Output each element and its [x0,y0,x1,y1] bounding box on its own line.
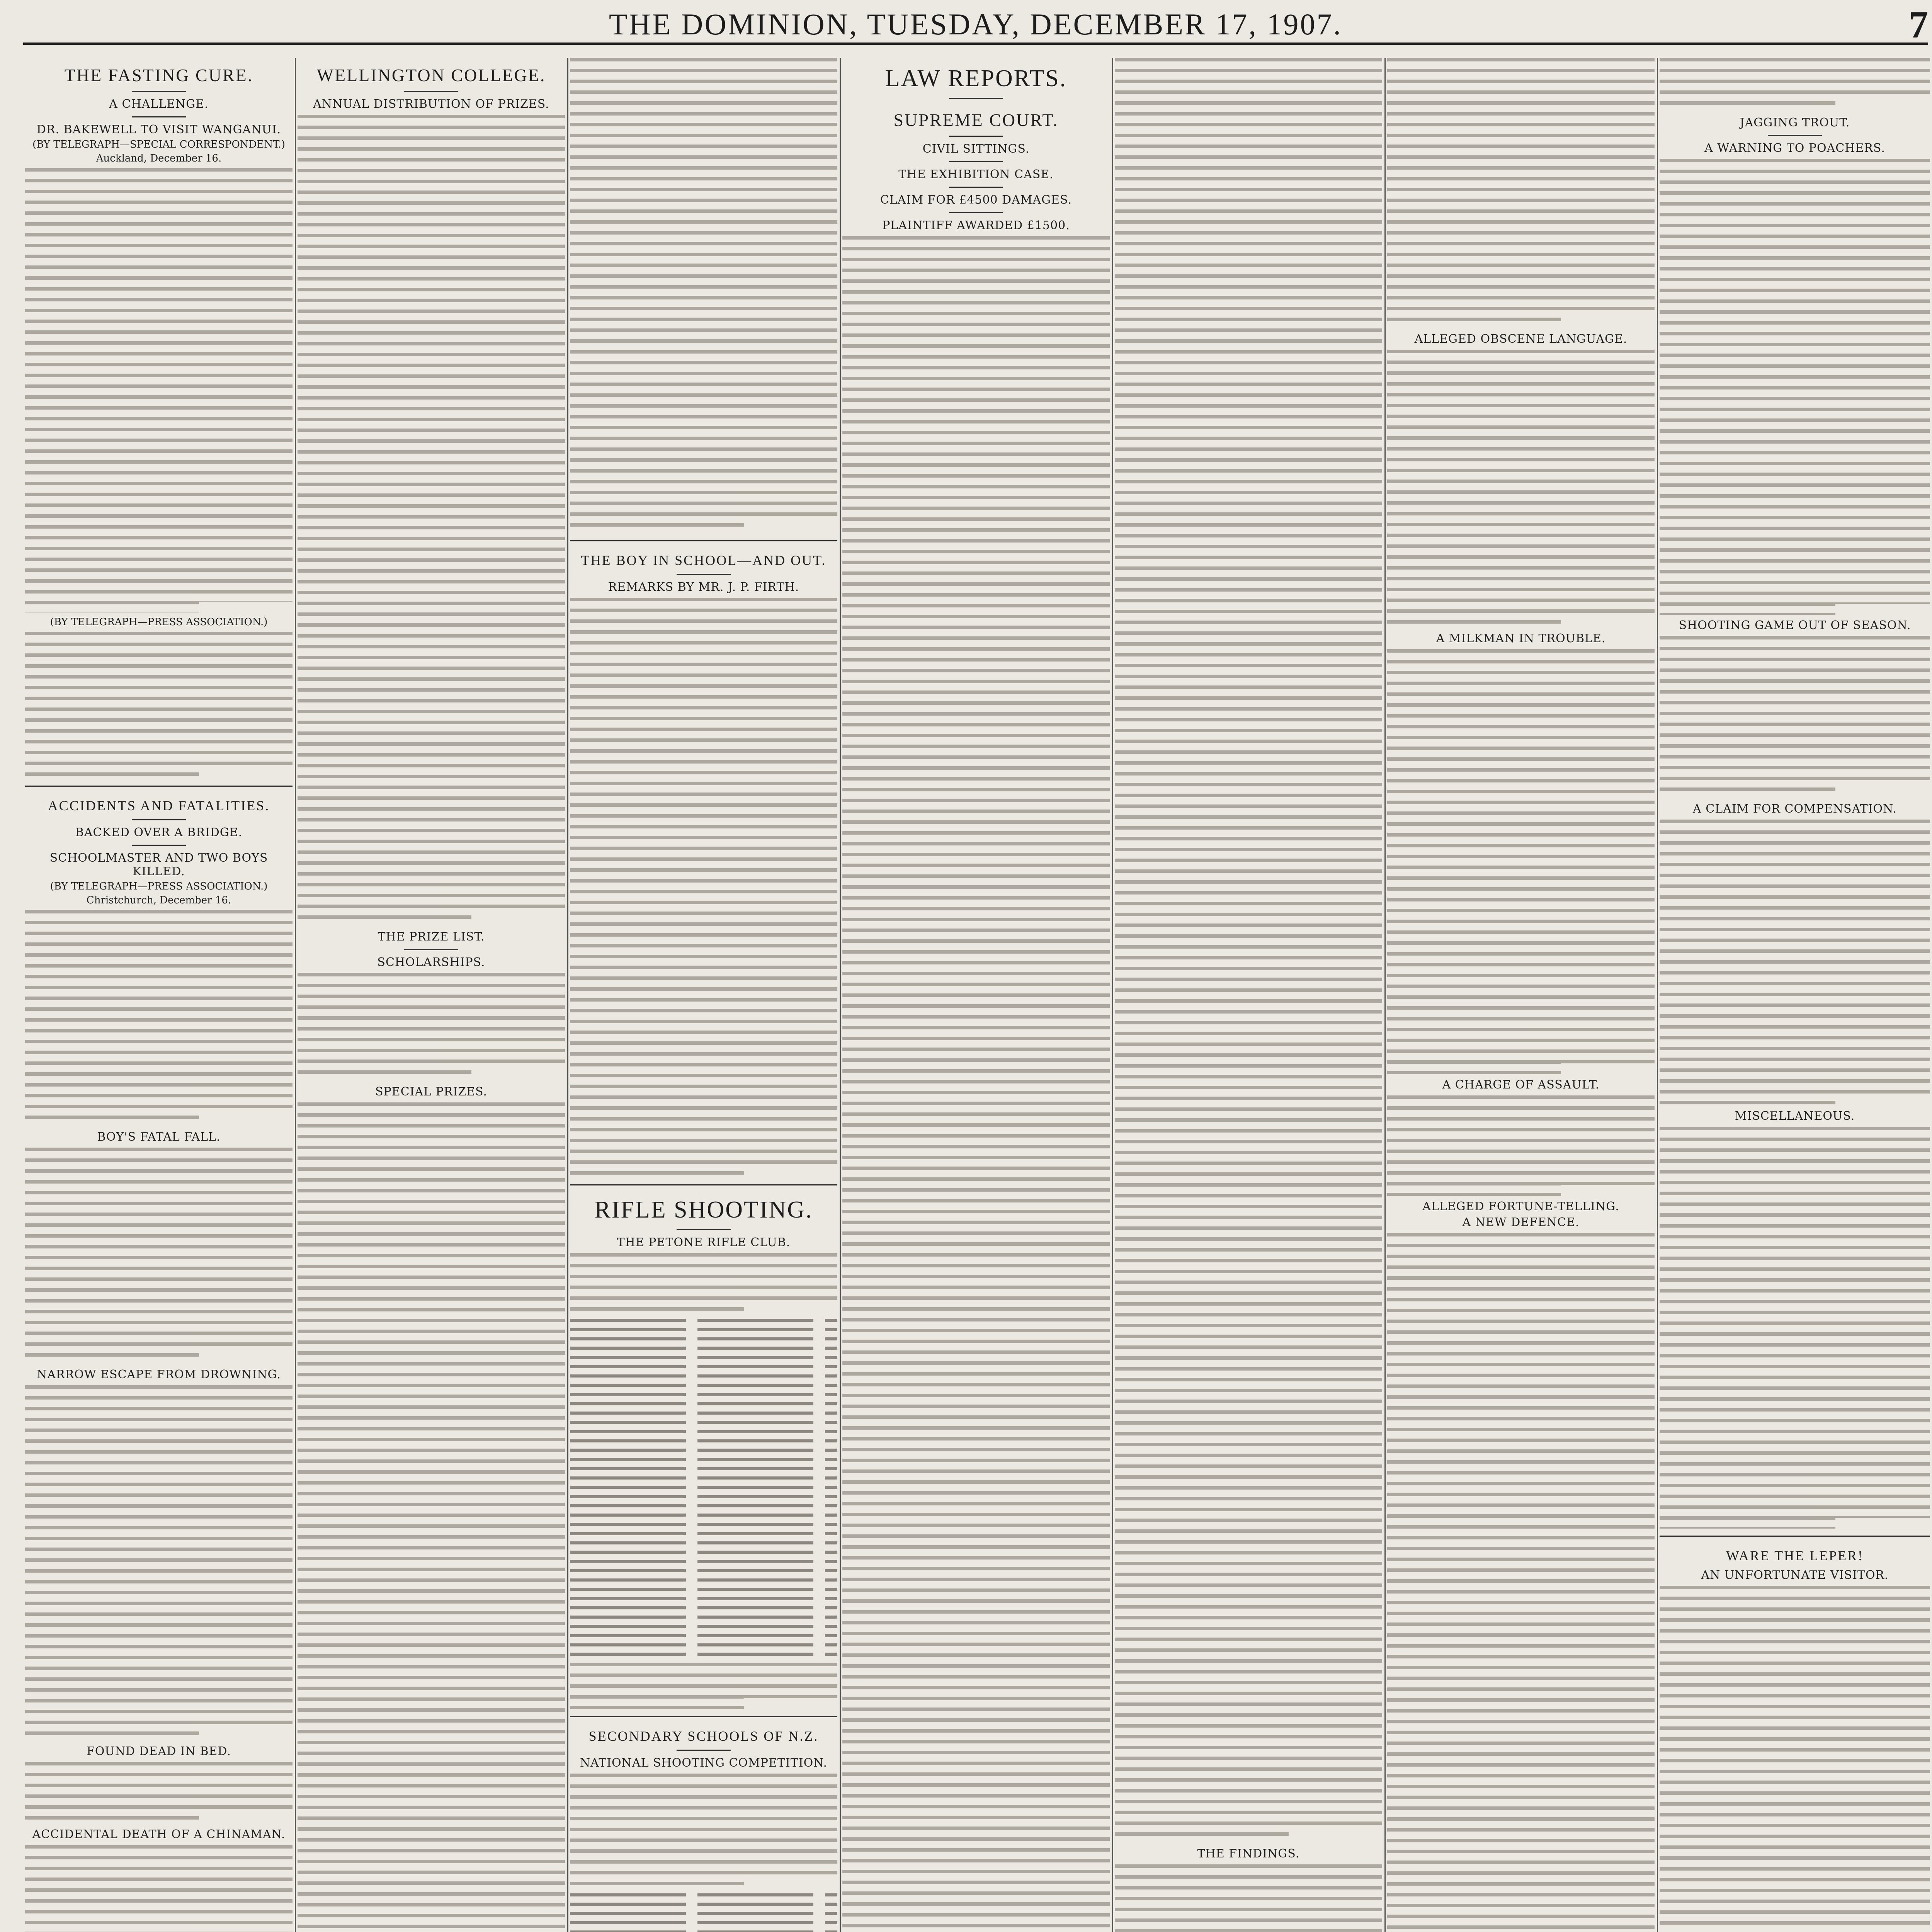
article-subheading: AN UNFORTUNATE VISITOR. [1701,1568,1889,1582]
column-2 [298,54,565,1932]
column-rule [1112,58,1113,1932]
article-subheading: THE PRIZE LIST. [378,930,485,944]
article-heading: RIFLE SHOOTING. [594,1197,813,1223]
masthead-title: THE DOMINION, TUESDAY, DECEMBER 17, 1907. [609,7,1343,41]
article-body [25,1845,293,1932]
article-subheading: MISCELLANEOUS. [1735,1109,1855,1123]
divider [132,819,186,820]
divider [570,540,837,541]
column-1 [25,54,293,1932]
divider [404,91,458,92]
column-rule [567,58,568,1932]
article-body [25,1148,293,1364]
column-4 [842,54,1110,1932]
article-body [570,598,837,1177]
article-subheading: BOY'S FATAL FALL. [97,1130,221,1144]
divider [404,949,458,950]
column-5 [1115,54,1382,1932]
credit-line: (BY TELEGRAPH—PRESS ASSOCIATION.) [50,881,268,892]
article-heading: SECONDARY SCHOOLS OF N.Z. [588,1728,819,1744]
article-body [298,1102,565,1932]
article-body [1115,58,1382,1843]
article-body [1660,636,1930,798]
article-subheading: A MILKMAN IN TROUBLE. [1436,632,1606,645]
article-subheading: SPECIAL PRIZES. [375,1085,487,1099]
article-body [1387,1233,1655,1932]
divider [949,212,1003,213]
page-number: 7 [1909,3,1928,46]
divider [949,187,1003,188]
article-subheading: ANNUAL DISTRIBUTION OF PRIZES. [313,97,549,111]
article-body [1660,820,1930,1105]
divider [949,161,1003,162]
article-subheading: NARROW ESCAPE FROM DROWNING. [37,1368,281,1381]
article-subheading: THE FINDINGS. [1197,1847,1300,1861]
article-subheading: A CLAIM FOR COMPENSATION. [1693,802,1897,816]
article-subheading: SHOOTING GAME OUT OF SEASON. [1679,619,1911,632]
column-rule [1384,58,1386,1932]
article-body [570,1663,837,1709]
article-subheading: REMARKS BY MR. J. P. FIRTH. [608,580,799,594]
article-subheading: THE EXHIBITION CASE. [898,168,1054,181]
article-subheading: DR. BAKEWELL TO VISIT WANGANUI. [36,123,281,136]
article-body [1660,1127,1930,1529]
column-3 [570,54,837,1932]
divider [570,1716,837,1717]
article-body [1387,350,1655,628]
article-subheading: FOUND DEAD IN BED. [87,1745,231,1758]
article-heading: WARE THE LEPER! [1726,1548,1864,1563]
results-table [570,1893,837,1932]
article-subheading: JAGGING TROUT. [1740,116,1850,129]
article-body [842,236,1110,1932]
divider [132,91,186,92]
article-body [1660,1586,1930,1932]
article-heading: LAW REPORTS. [885,65,1067,92]
divider [949,136,1003,137]
column-6 [1387,54,1655,1932]
credit-line: (BY TELEGRAPH—SPECIAL CORRESPONDENT.) [32,139,286,150]
article-subheading: ALLEGED OBSCENE LANGUAGE. [1414,332,1628,346]
divider [677,1229,731,1230]
article-body [25,1762,293,1824]
article-body [298,115,565,926]
article-subheading: CIVIL SITTINGS. [922,142,1030,156]
article-heading: ACCIDENTS AND FATALITIES. [48,798,270,813]
column-rule [1657,58,1658,1932]
article-subheading: SCHOOLMASTER AND TWO BOYS KILLED. [49,851,268,878]
dateline: Auckland, December 16. [96,153,222,164]
article-body [1115,1864,1382,1932]
article-body [1387,58,1655,328]
divider [677,1750,731,1751]
article-subheading: A NEW DEFENCE. [1462,1216,1580,1229]
article-body [570,1774,837,1889]
column-rule [295,58,296,1932]
divider [949,98,1003,99]
article-heading: WELLINGTON COLLEGE. [316,65,546,85]
results-table [570,1319,837,1659]
article-body [1660,58,1930,112]
article-subheading: PLAINTIFF AWARDED £1500. [882,219,1070,232]
article-subheading: THE PETONE RIFLE CLUB. [617,1236,791,1249]
article-body [1387,649,1655,1074]
article-body [1660,159,1930,615]
divider [570,1184,837,1185]
article-body [1387,1095,1655,1196]
divider [1768,135,1822,136]
article-body [25,632,293,779]
column-rule [840,58,841,1932]
article-subheading: A WARNING TO POACHERS. [1704,141,1885,155]
article-subheading: BACKED OVER A BRIDGE. [75,826,243,839]
article-body [25,910,293,1126]
article-subheading: NATIONAL SHOOTING COMPETITION. [580,1756,828,1770]
divider [1660,1536,1930,1537]
article-subheading: ALLEGED FORTUNE-TELLING. [1422,1200,1619,1213]
column-7 [1660,54,1930,1932]
article-body [570,1253,837,1315]
article-heading: THE FASTING CURE. [64,65,253,85]
article-subheading: A CHARGE OF ASSAULT. [1442,1078,1600,1092]
article-subheading: ACCIDENTAL DEATH OF A CHINAMAN. [32,1828,286,1841]
article-heading: SUPREME COURT. [893,110,1059,130]
article-body [570,58,837,533]
divider [677,574,731,575]
article-subheading: CLAIM FOR £4500 DAMAGES. [880,193,1072,207]
article-body [25,1385,293,1741]
article-body [25,168,293,612]
dateline: Christchurch, December 16. [86,895,231,906]
divider [25,786,293,787]
article-body [298,973,565,1081]
article-subheading: SCHOLARSHIPS. [377,956,485,969]
article-subheading: A CHALLENGE. [109,97,209,111]
divider [132,116,186,117]
article-heading: THE BOY IN SCHOOL—AND OUT. [581,553,827,568]
masthead [23,4,1928,45]
credit-line: (BY TELEGRAPH—PRESS ASSOCIATION.) [50,616,268,628]
divider [132,845,186,846]
